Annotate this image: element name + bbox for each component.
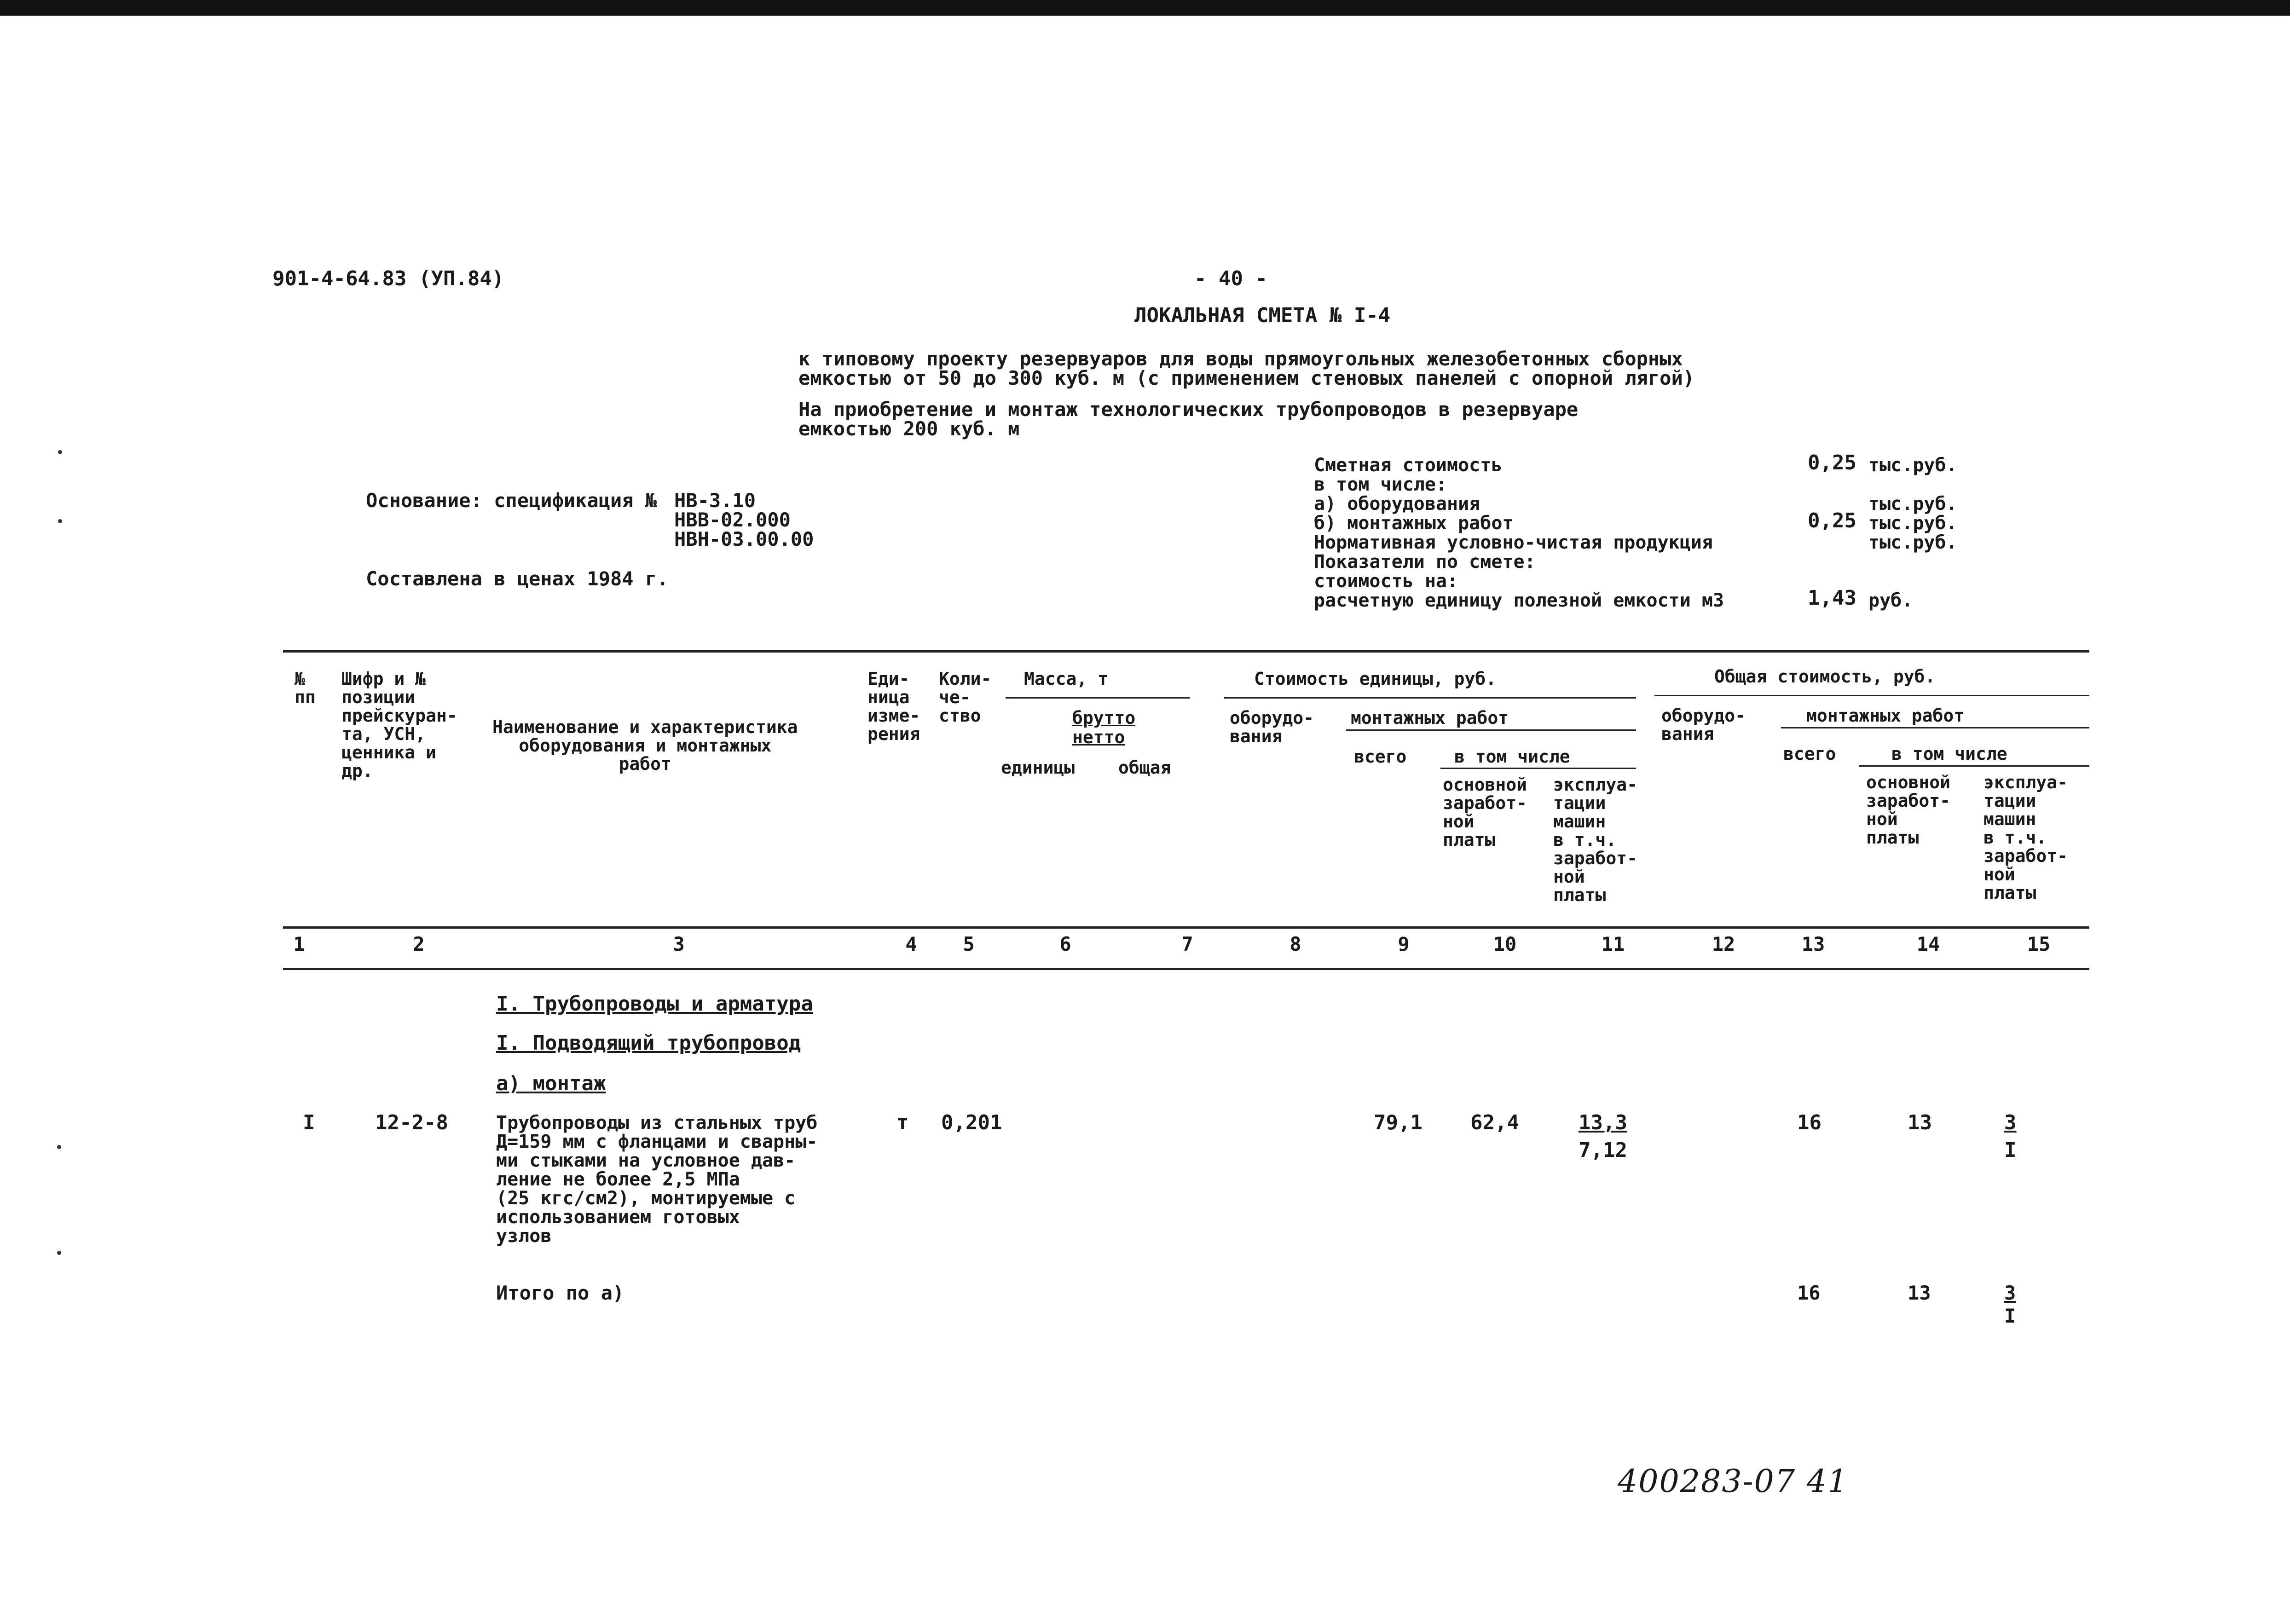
subtitle-line-2: емкостью от 50 до 300 куб. м (с применением стеновых панелей с опорной лягой) [798,367,1695,389]
row-c15-bottom: I [2004,1139,2017,1162]
document-title: ЛОКАЛЬНАЯ СМЕТА № I-4 [1134,304,1391,327]
header-total-mass: общая [1118,757,1171,778]
basis-spec-2: НВВ-02.000 [674,509,791,531]
colnum-13: 13 [1801,933,1825,955]
scan-speck [57,1251,61,1255]
header-qty: Коли- че- ство [939,669,992,726]
colnum-7: 7 [1181,933,1193,955]
equipment-unit: тыс.руб. [1868,493,1957,514]
header-rule-totalcost [1654,695,2089,696]
header-machines: эксплуа- тации машин в т.ч. заработ- ной платы [1553,774,1638,905]
section-title: I. Трубопроводы и арматура [496,992,813,1016]
row-c11-top: 13,3 [1579,1111,1627,1134]
header-total2: всего [1783,744,1836,764]
header-unit: Еди- ница изме- рения [867,669,920,744]
subtotal-c15-top: 3 [2004,1282,2016,1304]
header-rule-mass [1006,697,1190,699]
per-unit-value: 1,43 [1808,586,1856,610]
header-code: Шифр и № позиции прейскуран- та, УСН, ценника и др. [341,669,457,781]
page-number: - 40 - [1194,267,1267,290]
colnum-5: 5 [963,933,975,955]
colnum-6: 6 [1059,933,1071,955]
subtotal-c13: 16 [1797,1282,1821,1304]
subsection-a-title: а) монтаж [496,1072,606,1095]
header-base-wage: основной заработ- ной платы [1443,774,1527,850]
header-total-cost: Общая стоимость, руб. [1714,666,1936,687]
header-rule-unitcost [1224,697,1636,699]
colnum-11: 11 [1601,933,1625,955]
header-incl2: в том числе [1891,744,2007,764]
per-unit-label: расчетную единицу полезной емкости м3 [1314,590,1724,611]
colnum-14: 14 [1916,933,1940,955]
colnum-2: 2 [413,933,425,955]
header-unit-cost: Стоимость единицы, руб. [1254,669,1497,689]
scan-speck [57,1145,61,1149]
row-c13: 16 [1797,1111,1822,1134]
subtitle-line-3: На приобретение и монтаж технологических трубопроводов в резервуаре [798,398,1579,421]
row-c14: 13 [1908,1111,1932,1134]
subtotal-label: Итого по а) [496,1282,625,1304]
header-netto: нетто [1072,727,1125,747]
column-numbers-top-rule [283,926,2089,929]
row-c10: 62,4 [1470,1111,1519,1134]
header-unit-mass: единицы [1001,757,1075,778]
scan-speck [58,450,62,454]
row-code: 12-2-8 [375,1111,448,1134]
basis-label: Основание: спецификация № [366,489,657,512]
table-top-rule [283,650,2089,653]
header-rule-install [1346,729,1636,731]
row-num: I [303,1111,315,1134]
header-base-wage2: основной заработ- ной платы [1866,772,1951,848]
cost-per-label: стоимость на: [1314,571,1458,592]
normative-unit: тыс.руб. [1868,532,1957,553]
column-numbers-bottom-rule [283,968,2089,970]
handwritten-archive-number: 400283-07 41 [1618,1463,1849,1500]
colnum-8: 8 [1290,933,1301,955]
header-install2: монтажных работ [1806,705,1965,726]
row-c15-top: 3 [2004,1111,2017,1134]
basis-spec-1: НВ-3.10 [674,489,756,512]
header-mass: Масса, т [1024,669,1109,689]
subtotal-c15-bottom: I [2004,1305,2016,1327]
subsection-title: I. Подводящий трубопровод [496,1031,801,1055]
subtitle-line-4: емкостью 200 куб. м [798,417,1020,440]
header-equipment2: оборудо- вания [1661,705,1746,744]
installation-label: б) монтажных работ [1314,513,1514,534]
colnum-15: 15 [2027,933,2051,955]
row-qty: 0,201 [941,1111,1002,1134]
prices-year: Составлена в ценах 1984 г. [366,567,669,590]
estimated-cost-label: Сметная стоимость [1314,455,1503,476]
estimated-cost-unit: тыс.руб. [1868,455,1957,476]
colnum-3: 3 [673,933,685,955]
estimated-cost-value: 0,25 [1808,451,1856,474]
colnum-1: 1 [293,933,305,955]
installation-unit: тыс.руб. [1868,513,1957,534]
indicators-label: Показатели по смете: [1314,551,1536,572]
header-install: монтажных работ [1351,708,1509,728]
colnum-4: 4 [905,933,917,955]
colnum-12: 12 [1712,933,1735,955]
header-name: Наименование и характеристика оборудования и монтажных работ [492,717,798,774]
basis-spec-3: НВН-03.00.00 [674,528,814,550]
including-label: в том числе: [1314,474,1447,495]
header-rule-incl2 [1859,765,2089,767]
subtitle-line-1: к типовому проекту резервуаров для воды прямоугольных железобетонных сборных [798,347,1683,370]
colnum-9: 9 [1398,933,1410,955]
row-unit: т [896,1111,909,1134]
header-machines2: эксплуа- тации машин в т.ч. заработ- ной платы [1984,772,2068,903]
row-name: Трубопроводы из стальных труб Д=159 мм с фланцами и сварны- ми стыками на условное дав- ление не более 2,5 МПа (25 кгс/см2), монтируемые с использованием готовых узлов [496,1112,818,1247]
colnum-10: 10 [1493,933,1517,955]
row-c9: 79,1 [1374,1111,1423,1134]
scan-speck [58,519,62,523]
row-c11-bottom: 7,12 [1579,1139,1627,1162]
header-rule-incl [1440,768,1636,769]
installation-value: 0,25 [1808,509,1856,532]
header-rule-install2 [1781,727,2089,728]
document-code: 901-4-64.83 (УП.84) [272,267,504,290]
subtotal-c14: 13 [1908,1282,1931,1304]
header-equipment: оборудо- вания [1230,708,1314,746]
header-brutto: брутто [1072,708,1136,728]
header-total: всего [1354,746,1407,767]
normative-label: Нормативная условно-чистая продукция [1314,532,1713,553]
per-unit-unit: руб. [1868,590,1913,611]
equipment-label: а) оборудования [1314,493,1480,514]
header-incl: в том числе [1454,746,1570,767]
header-num: № пп [295,669,316,707]
scan-border [0,0,2290,16]
